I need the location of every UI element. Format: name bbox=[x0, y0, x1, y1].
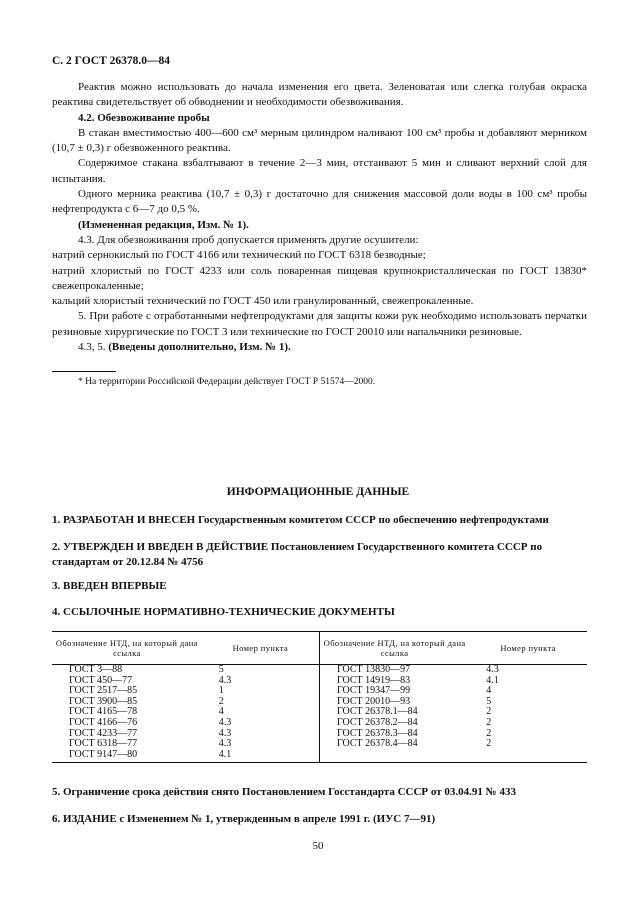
table-cell: 2 bbox=[486, 738, 492, 750]
table-cell: ГОСТ 3900—85 bbox=[69, 695, 138, 707]
table-cell: 4 bbox=[202, 707, 320, 718]
subsection-heading: 4.2. Обезвоживание пробы bbox=[78, 111, 210, 124]
info-section-1: 1. РАЗРАБОТАН И ВНЕСЕН Государственным комитетом СССР по обеспечению нефтепродуктами bbox=[52, 514, 549, 526]
table-cell: 4.3 bbox=[202, 729, 320, 740]
info-section-6: 6. ИЗДАНИЕ с Изменением № 1, утвержденным в апреле 1991 г. (ИУС 7—91) bbox=[52, 813, 436, 825]
amendment-note: (Измененная редакция, Изм. № 1). bbox=[78, 218, 249, 231]
table-cell: 2 bbox=[486, 706, 492, 718]
table-row bbox=[52, 718, 587, 729]
table-cell: 5 bbox=[202, 665, 320, 676]
page-header: С. 2 ГОСТ 26378.0—84 bbox=[52, 55, 171, 67]
paragraph: В стакан вместимостью 400—600 см³ мерным цилиндром наливают 100 см³ пробы и добавляют мерником (10,7 ± 0,3) г обезвоженного реактива. bbox=[52, 126, 587, 155]
table-cell: 1 bbox=[202, 686, 320, 697]
amendment-prefix: 4.3, 5. bbox=[78, 341, 106, 354]
paragraph: Реактив можно использовать до начала изменения его цвета. Зеленоватая или слегка голубая окраска реактива свидетельствует об обводнении и необходимости обезвоживания. bbox=[52, 81, 587, 109]
table-cell: 2 bbox=[486, 716, 492, 728]
paragraph: 4.3. Для обезвоживания проб допускается применять другие осушители: bbox=[78, 233, 419, 246]
paragraph: натрий хлористый по ГОСТ 4233 или соль поваренная пищевая крупнокристаллическая по ГОСТ 13830* свежепрокаленные; bbox=[52, 264, 587, 292]
table-cell: ГОСТ 6318—77 bbox=[69, 738, 138, 750]
table-cell: ГОСТ 19347—99 bbox=[336, 685, 411, 697]
paragraph: Одного мерника реактива (10,7 ± 0,3) г достаточно для снижения массовой доли воды в 100 см³ пробы нефтепродукта с 6—7 до 0,5 %. bbox=[52, 188, 587, 216]
amendment-note bbox=[52, 340, 587, 355]
table-cell: ГОСТ 26378.1—84 bbox=[336, 706, 418, 718]
table-cell: ГОСТ 26378.2—84 bbox=[336, 716, 418, 728]
paragraph: натрий сернокислый по ГОСТ 4166 или технический по ГОСТ 6318 безводные; bbox=[52, 249, 426, 262]
table-cell: ГОСТ 26378.3—84 bbox=[336, 727, 418, 739]
table-header-row bbox=[52, 632, 587, 665]
paragraph: 5. При работе с отработанными нефтепродуктами для защиты кожи рук необходимо использовать перчатки резиновые хирургические по ГОСТ 3 или технические по ГОСТ 20010 или напальчники резиновые. bbox=[52, 310, 587, 338]
footnote: * На территории Российской Федерации действует ГОСТ Р 51574—2000. bbox=[78, 377, 376, 387]
table-cell: ГОСТ 4233—77 bbox=[69, 727, 138, 739]
paragraph: кальций хлористый технический по ГОСТ 450 или гранулированный, свежепрокаленные. bbox=[52, 295, 474, 308]
table-cell: 4 bbox=[486, 685, 492, 697]
column-header: Обозначение НТД, на который дана ссылка bbox=[319, 632, 469, 665]
footnote-divider bbox=[52, 371, 116, 372]
page-number: 50 bbox=[312, 840, 324, 852]
table-cell: ГОСТ 3—88 bbox=[69, 664, 123, 675]
table-cell: ГОСТ 14919—83 bbox=[336, 674, 411, 686]
table-cell: 4.3 bbox=[202, 718, 320, 729]
paragraph: Содержимое стакана взбалтывают в течение 2—3 мин, отстаивают 5 мин и сливают верхний слой для испытания. bbox=[52, 157, 587, 185]
amendment-bold: (Введены дополнительно, Изм. № 1). bbox=[108, 341, 291, 354]
table-cell: ГОСТ 26378.4—84 bbox=[336, 738, 418, 750]
table-cell: 4.1 bbox=[202, 750, 320, 763]
table-cell: ГОСТ 20010—93 bbox=[336, 695, 411, 707]
table-row bbox=[52, 665, 587, 676]
info-section-3: 3. ВВЕДЕН ВПЕРВЫЕ bbox=[52, 580, 167, 592]
info-section-4: 4. ССЫЛОЧНЫЕ НОРМАТИВНО-ТЕХНИЧЕСКИЕ ДОКУМЕНТЫ bbox=[52, 606, 395, 618]
table-cell: ГОСТ 450—77 bbox=[69, 674, 133, 686]
info-section-2: 2. УТВЕРЖДЕН И ВВЕДЕН В ДЕЙСТВИЕ Постановлением Государственного комитета СССР по стандартам от 20.12.84 № 4756 bbox=[52, 541, 543, 568]
table-cell: ГОСТ 9147—80 bbox=[52, 750, 202, 763]
info-title: ИНФОРМАЦИОННЫЕ ДАННЫЕ bbox=[226, 486, 410, 498]
table-cell: 4.3 bbox=[202, 739, 320, 750]
info-section-5: 5. Ограничение срока действия снято Постановлением Госстандарта СССР от 03.04.91 № 433 bbox=[52, 786, 516, 798]
table-cell: 2 bbox=[486, 727, 492, 739]
body-text bbox=[52, 80, 587, 355]
table-cell: ГОСТ 2517—85 bbox=[69, 685, 138, 697]
table-cell: 4.3 bbox=[202, 676, 320, 687]
table-cell: 5 bbox=[486, 695, 492, 707]
table-cell: 2 bbox=[202, 697, 320, 708]
table-cell bbox=[319, 750, 469, 763]
table-cell: 4.1 bbox=[486, 674, 499, 686]
reference-table bbox=[52, 631, 587, 763]
column-header: Номер пункта bbox=[202, 632, 320, 665]
table-cell: 4.3 bbox=[486, 664, 499, 675]
table-row bbox=[52, 750, 587, 763]
table-cell: ГОСТ 4166—76 bbox=[69, 716, 138, 728]
table-cell bbox=[469, 750, 587, 763]
table-cell: ГОСТ 4165—78 bbox=[69, 706, 138, 718]
table-cell: ГОСТ 13830—97 bbox=[336, 664, 411, 675]
column-header: Номер пункта bbox=[469, 632, 587, 665]
column-header: Обозначение НТД, на который дана ссылка bbox=[52, 632, 202, 665]
